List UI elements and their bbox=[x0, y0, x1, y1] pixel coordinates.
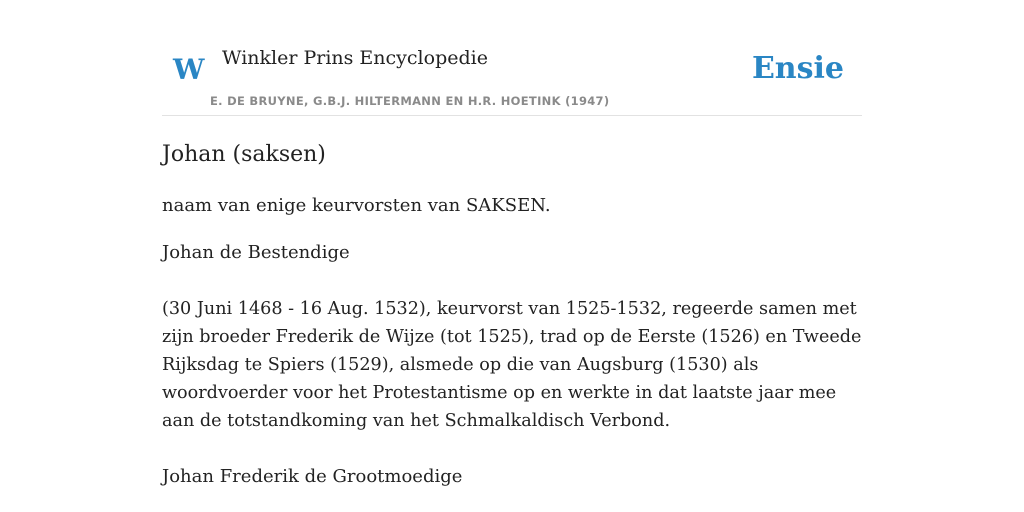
source-logo-icon[interactable]: W bbox=[173, 53, 205, 86]
entry-subheading: Johan Frederik de Grootmoedige bbox=[162, 466, 463, 487]
source-header bbox=[162, 0, 862, 116]
ensie-logo-link[interactable]: Ensie bbox=[751, 51, 844, 86]
article-page bbox=[162, 0, 862, 487]
entry-paragraph: (30 Juni 1468 - 16 Aug. 1532), keurvorst van 1525-1532, regeerde samen met zijn broeder Frederik de Wijze (tot 1525), trad op de Eerste (1526) en Tweede Rijksdag te Spiers (1529), alsmede op die van Augsburg (1530) als woordvoerder voor het Protestantisme op en werkte in dat laatste jaar mee aan de totstandkoming van het Schmalkaldisch Verbond. bbox=[162, 299, 862, 431]
source-authors: E. DE BRUYNE, G.B.J. HILTERMANN EN H.R. HOETINK (1947) bbox=[210, 94, 610, 108]
entry-intro: naam van enige keurvorsten van SAKSEN. bbox=[162, 195, 551, 216]
entry-subheading: Johan de Bestendige bbox=[162, 242, 350, 263]
source-title-link[interactable]: Winkler Prins Encyclopedie bbox=[222, 47, 488, 69]
entry-title: Johan (saksen) bbox=[162, 142, 326, 167]
